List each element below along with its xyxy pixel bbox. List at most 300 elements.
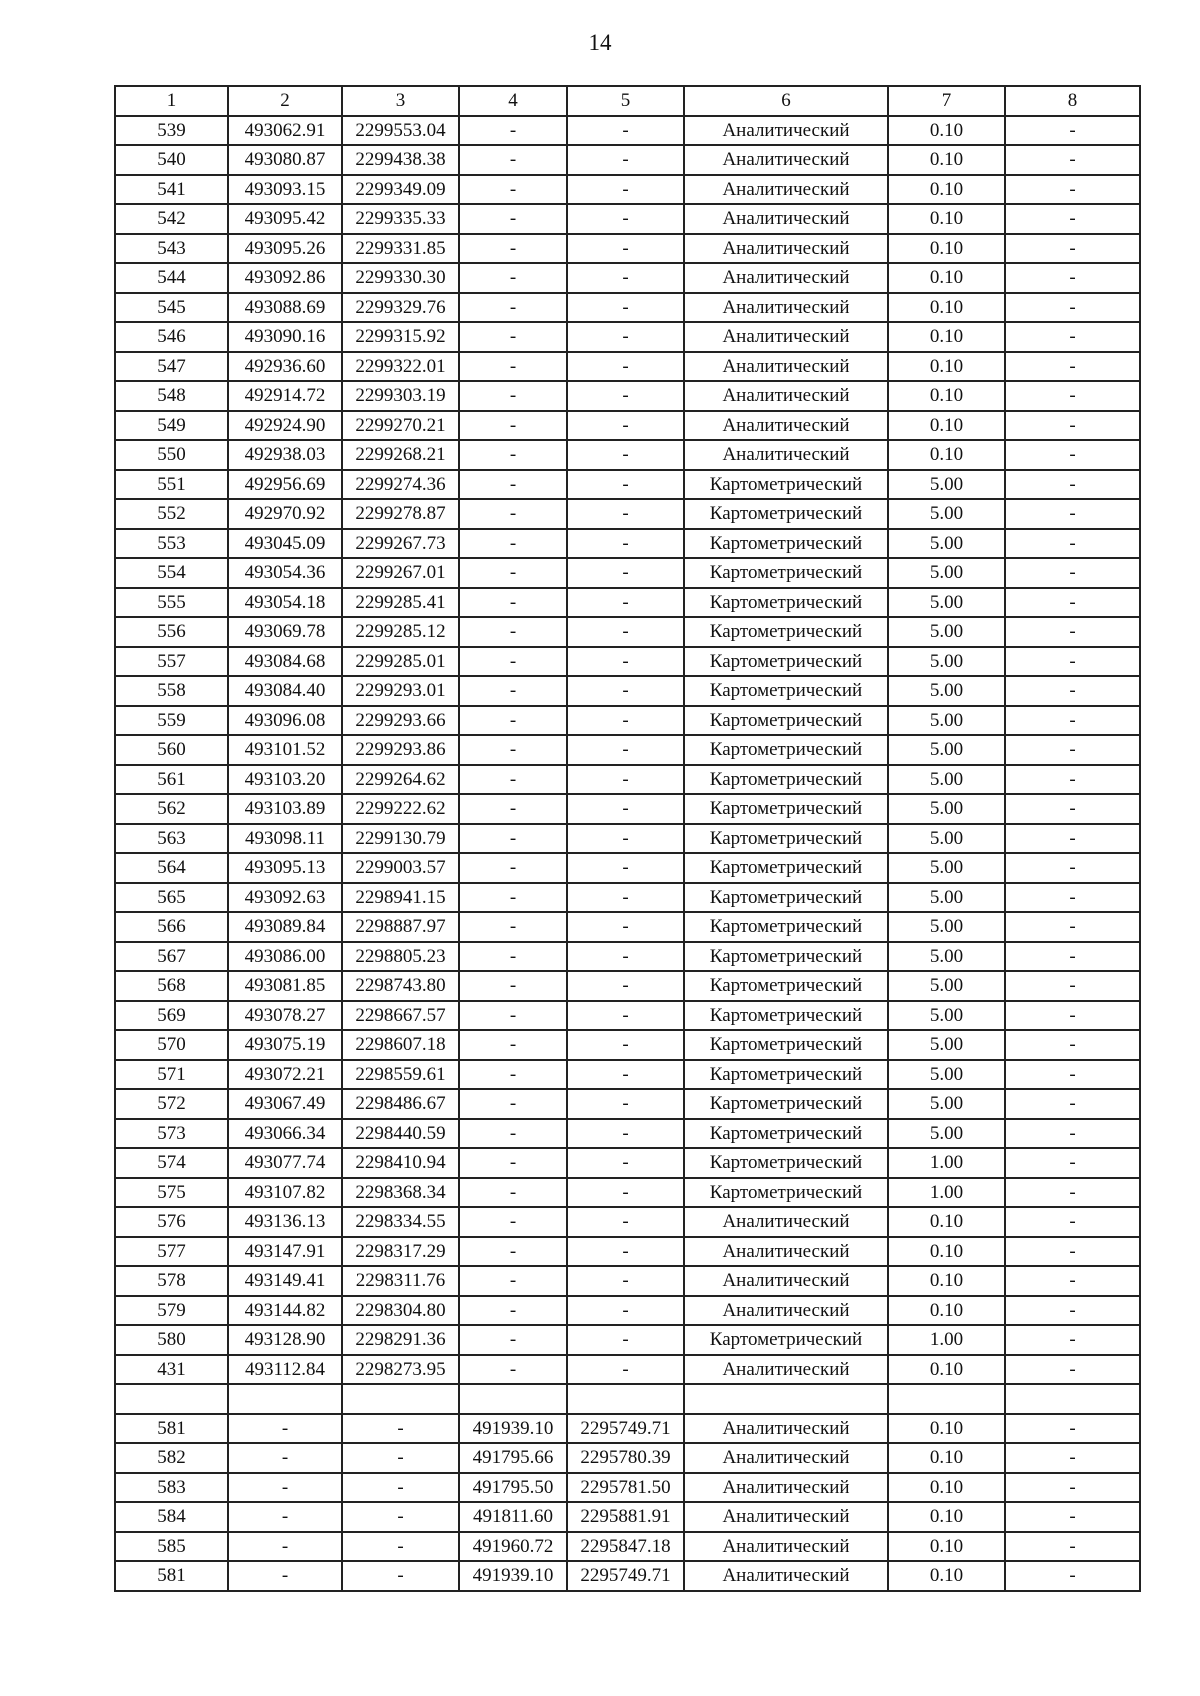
table-cell: - bbox=[1005, 912, 1140, 942]
table-cell: 5.00 bbox=[888, 735, 1005, 765]
table-cell: - bbox=[459, 617, 567, 647]
column-header-1: 1 bbox=[115, 86, 228, 116]
table-cell: Аналитический bbox=[684, 1355, 888, 1385]
table-cell: - bbox=[1005, 588, 1140, 618]
table-cell bbox=[115, 1384, 228, 1414]
table-cell: - bbox=[1005, 1148, 1140, 1178]
table-cell: Картометрический bbox=[684, 735, 888, 765]
table-cell: 0.10 bbox=[888, 1502, 1005, 1532]
table-cell: - bbox=[459, 1237, 567, 1267]
table-cell: - bbox=[567, 1266, 684, 1296]
table-cell: Картометрический bbox=[684, 706, 888, 736]
table-cell: 2299274.36 bbox=[342, 470, 459, 500]
table-row bbox=[115, 647, 1140, 677]
table-cell: 493098.11 bbox=[228, 824, 342, 854]
table-cell: 2298334.55 bbox=[342, 1207, 459, 1237]
table-row bbox=[115, 824, 1140, 854]
table-row bbox=[115, 116, 1140, 146]
table-cell: 2299003.57 bbox=[342, 853, 459, 883]
column-header-7: 7 bbox=[888, 86, 1005, 116]
table-cell: 491811.60 bbox=[459, 1502, 567, 1532]
table-cell: 2298486.67 bbox=[342, 1089, 459, 1119]
table-cell: 431 bbox=[115, 1355, 228, 1385]
table-cell: 2299293.86 bbox=[342, 735, 459, 765]
table-row bbox=[115, 499, 1140, 529]
table-cell: 5.00 bbox=[888, 765, 1005, 795]
table-cell bbox=[459, 1384, 567, 1414]
table-cell: 2299285.41 bbox=[342, 588, 459, 618]
table-cell: - bbox=[1005, 1443, 1140, 1473]
table-cell: 553 bbox=[115, 529, 228, 559]
table-cell: - bbox=[567, 1355, 684, 1385]
table-cell: 579 bbox=[115, 1296, 228, 1326]
table-row bbox=[115, 1561, 1140, 1591]
table-cell: 5.00 bbox=[888, 617, 1005, 647]
table-cell: 543 bbox=[115, 234, 228, 264]
table-cell: 491939.10 bbox=[459, 1414, 567, 1444]
table-cell: 493136.13 bbox=[228, 1207, 342, 1237]
table-cell: 2299285.12 bbox=[342, 617, 459, 647]
table-cell: 541 bbox=[115, 175, 228, 205]
table-cell: Картометрический bbox=[684, 883, 888, 913]
table-cell: - bbox=[459, 263, 567, 293]
table-cell: Аналитический bbox=[684, 381, 888, 411]
table-cell: 491939.10 bbox=[459, 1561, 567, 1591]
table-cell: - bbox=[567, 116, 684, 146]
table-cell: - bbox=[1005, 1060, 1140, 1090]
table-cell: Аналитический bbox=[684, 204, 888, 234]
table-row bbox=[115, 1355, 1140, 1385]
table-cell: 493084.68 bbox=[228, 647, 342, 677]
table-cell: Аналитический bbox=[684, 1237, 888, 1267]
table-cell: 493077.74 bbox=[228, 1148, 342, 1178]
table-cell: 539 bbox=[115, 116, 228, 146]
table-cell: Аналитический bbox=[684, 1502, 888, 1532]
table-cell: 0.10 bbox=[888, 1561, 1005, 1591]
column-header-2: 2 bbox=[228, 86, 342, 116]
table-row bbox=[115, 942, 1140, 972]
table-row bbox=[115, 883, 1140, 913]
table-cell: - bbox=[459, 381, 567, 411]
table-cell: 0.10 bbox=[888, 352, 1005, 382]
table-cell: - bbox=[1005, 322, 1140, 352]
table-cell: - bbox=[1005, 1414, 1140, 1444]
table-cell: 0.10 bbox=[888, 263, 1005, 293]
table-cell: 2299293.01 bbox=[342, 676, 459, 706]
table-cell: 570 bbox=[115, 1030, 228, 1060]
table-cell: 0.10 bbox=[888, 175, 1005, 205]
table-cell: 583 bbox=[115, 1473, 228, 1503]
table-cell: - bbox=[459, 1178, 567, 1208]
table-cell: - bbox=[459, 706, 567, 736]
table-cell: 554 bbox=[115, 558, 228, 588]
table-cell: - bbox=[1005, 411, 1140, 441]
table-cell: - bbox=[567, 1178, 684, 1208]
table-cell: - bbox=[1005, 1237, 1140, 1267]
table-cell: 0.10 bbox=[888, 1355, 1005, 1385]
table-cell: 2299330.30 bbox=[342, 263, 459, 293]
table-cell: 584 bbox=[115, 1502, 228, 1532]
table-cell: Аналитический bbox=[684, 1207, 888, 1237]
table-cell: 2295881.91 bbox=[567, 1502, 684, 1532]
table-cell: 2295780.39 bbox=[567, 1443, 684, 1473]
table-cell: 576 bbox=[115, 1207, 228, 1237]
table-cell: 0.10 bbox=[888, 381, 1005, 411]
table-cell: 578 bbox=[115, 1266, 228, 1296]
table-cell: - bbox=[1005, 824, 1140, 854]
table-cell: 575 bbox=[115, 1178, 228, 1208]
table-cell: 493095.42 bbox=[228, 204, 342, 234]
table-cell bbox=[228, 1384, 342, 1414]
table-cell: 2299264.62 bbox=[342, 765, 459, 795]
table-cell: 557 bbox=[115, 647, 228, 677]
table-cell: - bbox=[1005, 1266, 1140, 1296]
table-cell: 493149.41 bbox=[228, 1266, 342, 1296]
table-cell: - bbox=[1005, 1325, 1140, 1355]
table-cell bbox=[888, 1384, 1005, 1414]
table-cell: 2298941.15 bbox=[342, 883, 459, 913]
table-cell: Аналитический bbox=[684, 411, 888, 441]
table-cell: - bbox=[459, 824, 567, 854]
table-cell: 1.00 bbox=[888, 1178, 1005, 1208]
table-cell: 574 bbox=[115, 1148, 228, 1178]
table-cell: - bbox=[459, 499, 567, 529]
table-cell: - bbox=[459, 1148, 567, 1178]
table-cell: - bbox=[567, 1148, 684, 1178]
table-cell: - bbox=[459, 1355, 567, 1385]
table-cell: 552 bbox=[115, 499, 228, 529]
table-cell: 568 bbox=[115, 971, 228, 1001]
table-cell: 5.00 bbox=[888, 853, 1005, 883]
table-cell: 5.00 bbox=[888, 1001, 1005, 1031]
table-cell: 581 bbox=[115, 1414, 228, 1444]
table-cell: - bbox=[459, 676, 567, 706]
table-cell: - bbox=[1005, 145, 1140, 175]
table-cell: - bbox=[459, 1001, 567, 1031]
table-cell: 493092.63 bbox=[228, 883, 342, 913]
table-cell: - bbox=[567, 647, 684, 677]
table-cell: 0.10 bbox=[888, 1414, 1005, 1444]
table-cell: 493081.85 bbox=[228, 971, 342, 1001]
table-cell: 2299293.66 bbox=[342, 706, 459, 736]
table-cell: 0.10 bbox=[888, 234, 1005, 264]
table-body bbox=[115, 116, 1140, 1591]
table-cell: - bbox=[567, 322, 684, 352]
table-cell: - bbox=[459, 971, 567, 1001]
table-cell: 2298667.57 bbox=[342, 1001, 459, 1031]
table-cell: Картометрический bbox=[684, 824, 888, 854]
table-cell: 1.00 bbox=[888, 1148, 1005, 1178]
table-cell: - bbox=[459, 529, 567, 559]
table-row bbox=[115, 1473, 1140, 1503]
table-cell: - bbox=[567, 293, 684, 323]
table-cell: - bbox=[567, 470, 684, 500]
table-cell: Картометрический bbox=[684, 1089, 888, 1119]
table-cell: 491795.50 bbox=[459, 1473, 567, 1503]
table-cell: 492914.72 bbox=[228, 381, 342, 411]
table-cell: - bbox=[459, 588, 567, 618]
table-cell: Аналитический bbox=[684, 1414, 888, 1444]
table-cell: 569 bbox=[115, 1001, 228, 1031]
table-cell: 2299222.62 bbox=[342, 794, 459, 824]
table-cell: 493095.26 bbox=[228, 234, 342, 264]
table-cell: 493144.82 bbox=[228, 1296, 342, 1326]
table-cell: 493147.91 bbox=[228, 1237, 342, 1267]
table-cell: 2299438.38 bbox=[342, 145, 459, 175]
table-cell: - bbox=[228, 1561, 342, 1591]
table-cell: 493103.20 bbox=[228, 765, 342, 795]
table-cell: 492924.90 bbox=[228, 411, 342, 441]
table-cell: - bbox=[459, 735, 567, 765]
table-cell: 2299331.85 bbox=[342, 234, 459, 264]
table-cell: 5.00 bbox=[888, 912, 1005, 942]
table-cell: Картометрический bbox=[684, 1119, 888, 1149]
table-cell: - bbox=[1005, 558, 1140, 588]
table-cell: - bbox=[1005, 470, 1140, 500]
table-row bbox=[115, 293, 1140, 323]
table-cell: - bbox=[459, 293, 567, 323]
table-cell bbox=[567, 1384, 684, 1414]
table-cell: 493103.89 bbox=[228, 794, 342, 824]
table-cell: 493096.08 bbox=[228, 706, 342, 736]
table-cell: - bbox=[567, 499, 684, 529]
table-row bbox=[115, 263, 1140, 293]
table-cell: - bbox=[1005, 1030, 1140, 1060]
table-cell: 493075.19 bbox=[228, 1030, 342, 1060]
table-cell: - bbox=[342, 1414, 459, 1444]
table-cell: - bbox=[567, 1325, 684, 1355]
table-cell: - bbox=[567, 824, 684, 854]
table-cell bbox=[1005, 1384, 1140, 1414]
table-cell: 0.10 bbox=[888, 116, 1005, 146]
table-cell: - bbox=[567, 617, 684, 647]
table-cell: 491795.66 bbox=[459, 1443, 567, 1473]
table-cell: 5.00 bbox=[888, 676, 1005, 706]
table-cell: - bbox=[567, 1089, 684, 1119]
table-cell: - bbox=[1005, 1473, 1140, 1503]
table-cell: 2299553.04 bbox=[342, 116, 459, 146]
table-cell: Аналитический bbox=[684, 293, 888, 323]
table-cell: 493086.00 bbox=[228, 942, 342, 972]
table-row bbox=[115, 175, 1140, 205]
table-cell: 5.00 bbox=[888, 1060, 1005, 1090]
table-row bbox=[115, 1237, 1140, 1267]
table-cell: Аналитический bbox=[684, 1561, 888, 1591]
table-cell: Картометрический bbox=[684, 765, 888, 795]
table-cell: - bbox=[1005, 381, 1140, 411]
table-cell: - bbox=[1005, 1207, 1140, 1237]
table-cell: 585 bbox=[115, 1532, 228, 1562]
table-row bbox=[115, 1148, 1140, 1178]
table-cell: - bbox=[342, 1473, 459, 1503]
table-cell: 545 bbox=[115, 293, 228, 323]
table-cell: 492970.92 bbox=[228, 499, 342, 529]
table-row bbox=[115, 706, 1140, 736]
table-cell: 493054.18 bbox=[228, 588, 342, 618]
table-cell: - bbox=[228, 1473, 342, 1503]
table-cell: 542 bbox=[115, 204, 228, 234]
table-cell: 0.10 bbox=[888, 1207, 1005, 1237]
table-cell: - bbox=[1005, 175, 1140, 205]
table-cell: 582 bbox=[115, 1443, 228, 1473]
table-cell: Аналитический bbox=[684, 175, 888, 205]
table-cell: 5.00 bbox=[888, 1089, 1005, 1119]
table-cell: - bbox=[459, 1060, 567, 1090]
table-cell: - bbox=[1005, 942, 1140, 972]
table-cell: 493054.36 bbox=[228, 558, 342, 588]
table-cell: 2299278.87 bbox=[342, 499, 459, 529]
table-cell: Аналитический bbox=[684, 116, 888, 146]
table-cell: - bbox=[459, 1266, 567, 1296]
table-cell: 2299303.19 bbox=[342, 381, 459, 411]
table-cell: - bbox=[567, 558, 684, 588]
table-cell: 2299322.01 bbox=[342, 352, 459, 382]
table-cell: 491960.72 bbox=[459, 1532, 567, 1562]
table-cell: - bbox=[459, 647, 567, 677]
table-cell: 493066.34 bbox=[228, 1119, 342, 1149]
table-cell: 561 bbox=[115, 765, 228, 795]
table-cell: 0.10 bbox=[888, 1266, 1005, 1296]
table-cell: 0.10 bbox=[888, 1237, 1005, 1267]
table-cell: Картометрический bbox=[684, 470, 888, 500]
table-cell: 544 bbox=[115, 263, 228, 293]
table-cell: - bbox=[459, 234, 567, 264]
table-cell: 564 bbox=[115, 853, 228, 883]
table-cell: 2299267.73 bbox=[342, 529, 459, 559]
table-cell: - bbox=[567, 971, 684, 1001]
table-cell: 2298368.34 bbox=[342, 1178, 459, 1208]
table-cell: - bbox=[1005, 1355, 1140, 1385]
table-cell: 493069.78 bbox=[228, 617, 342, 647]
table-cell: - bbox=[567, 263, 684, 293]
table-cell: Картометрический bbox=[684, 647, 888, 677]
table-cell: Аналитический bbox=[684, 1296, 888, 1326]
table-cell: - bbox=[567, 1030, 684, 1060]
table-cell: - bbox=[459, 1296, 567, 1326]
table-cell: 493072.21 bbox=[228, 1060, 342, 1090]
table-cell: - bbox=[342, 1532, 459, 1562]
table-cell: 547 bbox=[115, 352, 228, 382]
table-cell: - bbox=[567, 765, 684, 795]
table-cell: 573 bbox=[115, 1119, 228, 1149]
table-row bbox=[115, 1178, 1140, 1208]
table-cell: - bbox=[459, 1325, 567, 1355]
table-cell: 493067.49 bbox=[228, 1089, 342, 1119]
table-cell: 0.10 bbox=[888, 1443, 1005, 1473]
table-cell: 0.10 bbox=[888, 440, 1005, 470]
table-cell: - bbox=[1005, 116, 1140, 146]
table-cell: 493128.90 bbox=[228, 1325, 342, 1355]
table-row bbox=[115, 853, 1140, 883]
table-cell: - bbox=[342, 1561, 459, 1591]
table-cell: - bbox=[567, 853, 684, 883]
table-row bbox=[115, 794, 1140, 824]
table-row bbox=[115, 617, 1140, 647]
table-cell: 2298440.59 bbox=[342, 1119, 459, 1149]
table-cell: Аналитический bbox=[684, 322, 888, 352]
table-cell: - bbox=[1005, 1089, 1140, 1119]
table-cell: 556 bbox=[115, 617, 228, 647]
table-cell: Аналитический bbox=[684, 1266, 888, 1296]
table-cell: 493101.52 bbox=[228, 735, 342, 765]
table-row bbox=[115, 470, 1140, 500]
table-cell: - bbox=[1005, 617, 1140, 647]
table-cell: - bbox=[1005, 676, 1140, 706]
table-cell: - bbox=[567, 1296, 684, 1326]
table-cell: 2298607.18 bbox=[342, 1030, 459, 1060]
table-cell: 560 bbox=[115, 735, 228, 765]
table-cell: Картометрический bbox=[684, 1178, 888, 1208]
table-row bbox=[115, 381, 1140, 411]
table-cell: 548 bbox=[115, 381, 228, 411]
table-cell: 559 bbox=[115, 706, 228, 736]
table-cell: 563 bbox=[115, 824, 228, 854]
table-cell: - bbox=[567, 411, 684, 441]
table-header-row bbox=[115, 86, 1140, 116]
table-cell: 550 bbox=[115, 440, 228, 470]
table-row bbox=[115, 440, 1140, 470]
table-cell: - bbox=[1005, 293, 1140, 323]
table-cell: 2299335.33 bbox=[342, 204, 459, 234]
table-cell: - bbox=[567, 588, 684, 618]
table-cell: - bbox=[342, 1443, 459, 1473]
table-cell: 493092.86 bbox=[228, 263, 342, 293]
table-cell: - bbox=[567, 1119, 684, 1149]
table-cell: Аналитический bbox=[684, 440, 888, 470]
table-cell: - bbox=[1005, 352, 1140, 382]
table-cell: 5.00 bbox=[888, 1119, 1005, 1149]
table-cell: - bbox=[1005, 794, 1140, 824]
table-cell: - bbox=[459, 352, 567, 382]
table-row bbox=[115, 1502, 1140, 1532]
table-cell: 581 bbox=[115, 1561, 228, 1591]
table-cell: 493045.09 bbox=[228, 529, 342, 559]
table-cell: - bbox=[567, 735, 684, 765]
table-cell: - bbox=[1005, 883, 1140, 913]
table-cell: - bbox=[459, 794, 567, 824]
table-cell: 492936.60 bbox=[228, 352, 342, 382]
table-cell: 2299268.21 bbox=[342, 440, 459, 470]
table-cell: 2299349.09 bbox=[342, 175, 459, 205]
table-cell: 0.10 bbox=[888, 145, 1005, 175]
table-cell: 5.00 bbox=[888, 558, 1005, 588]
table-row bbox=[115, 1532, 1140, 1562]
table-cell: - bbox=[459, 411, 567, 441]
table-cell: Аналитический bbox=[684, 234, 888, 264]
table-cell: 0.10 bbox=[888, 411, 1005, 441]
table-cell: - bbox=[459, 440, 567, 470]
column-header-6: 6 bbox=[684, 86, 888, 116]
table-cell: 2295749.71 bbox=[567, 1414, 684, 1444]
table-row bbox=[115, 204, 1140, 234]
table-cell: - bbox=[459, 1119, 567, 1149]
column-header-5: 5 bbox=[567, 86, 684, 116]
table-cell: - bbox=[1005, 706, 1140, 736]
table-cell: Картометрический bbox=[684, 499, 888, 529]
table-row bbox=[115, 1001, 1140, 1031]
table-cell: 2299285.01 bbox=[342, 647, 459, 677]
table-cell: 2298304.80 bbox=[342, 1296, 459, 1326]
table-cell: 5.00 bbox=[888, 588, 1005, 618]
table-cell: 5.00 bbox=[888, 706, 1005, 736]
table-cell: - bbox=[1005, 234, 1140, 264]
table-cell: - bbox=[459, 204, 567, 234]
table-cell: - bbox=[1005, 204, 1140, 234]
table-cell: 2299267.01 bbox=[342, 558, 459, 588]
table-cell: - bbox=[567, 529, 684, 559]
table-row bbox=[115, 765, 1140, 795]
table-cell: - bbox=[459, 765, 567, 795]
